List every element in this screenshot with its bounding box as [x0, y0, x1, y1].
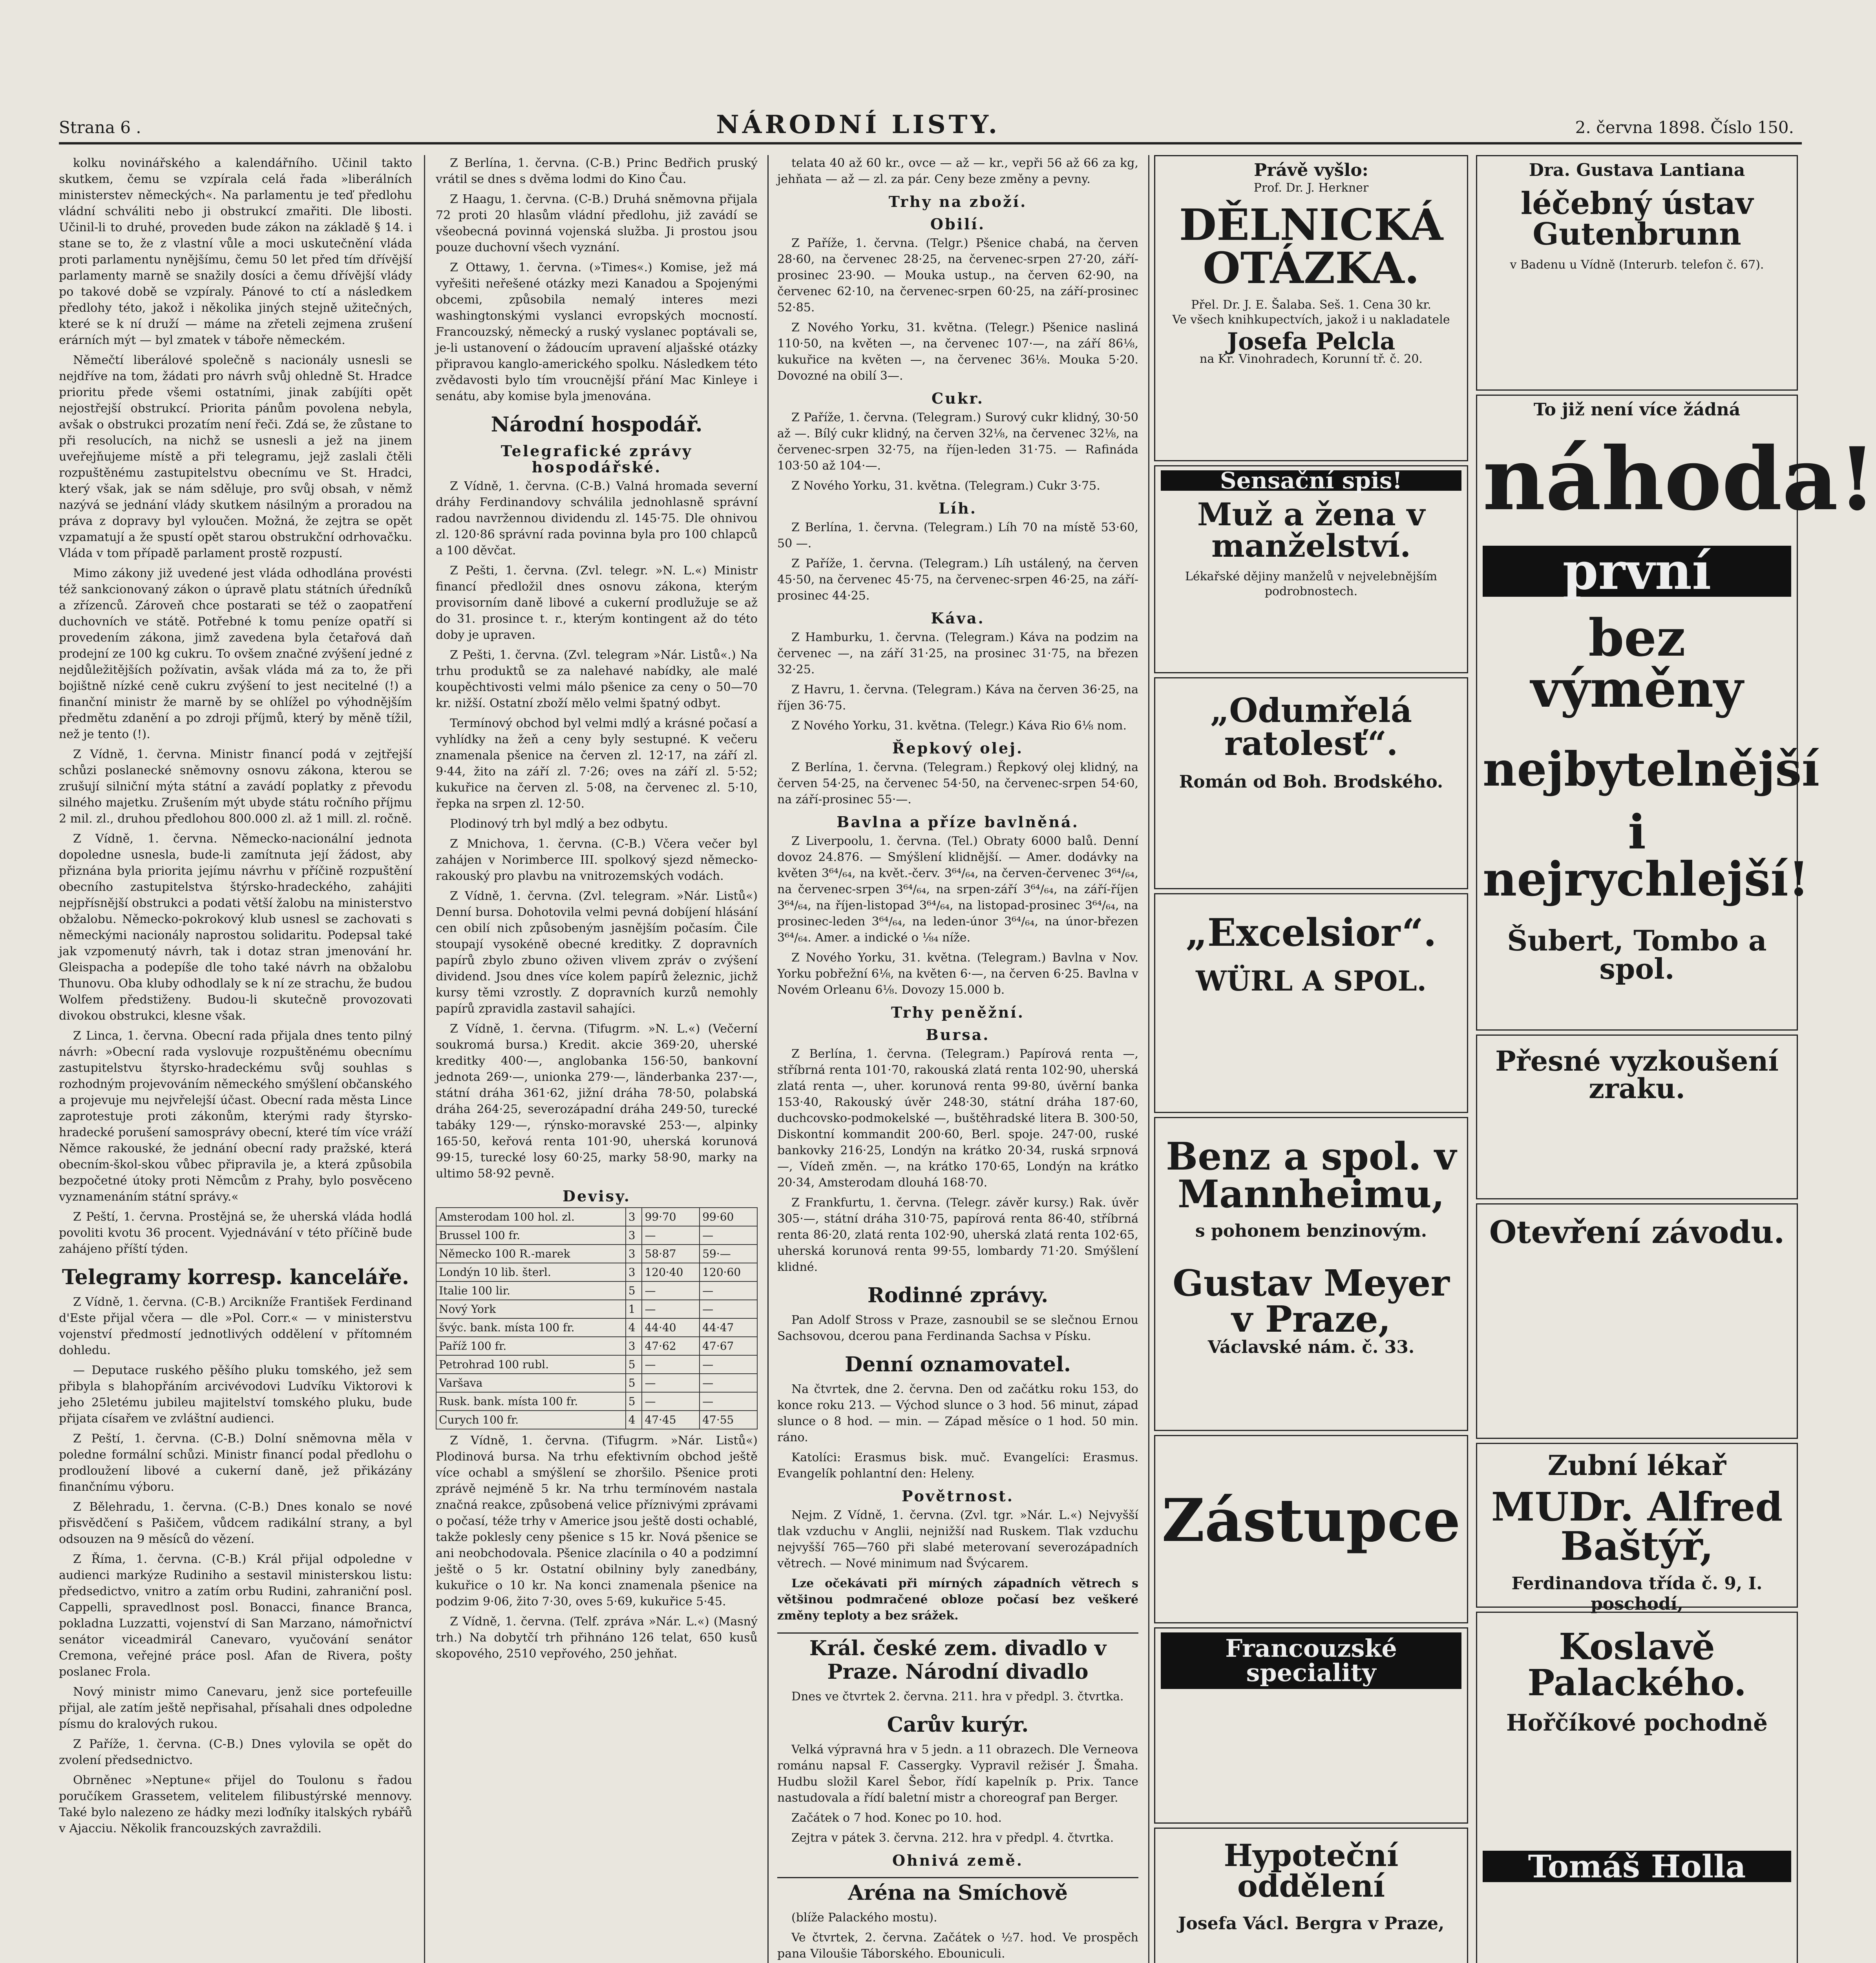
- article-paragraph: Lze očekávati při mírných západních větrech s většinou podmračené obloze počasí bez veškeré změny teploty a bez srážek.: [777, 1577, 1138, 1623]
- devisy-cell: Rusk. bank. místa 100 fr.: [436, 1392, 626, 1411]
- article-paragraph: Katolíci: Erasmus bisk. muč. Evangelíci: Erasmus. Evangelík pohlantní den: Heleny.: [777, 1451, 1138, 1480]
- devisy-cell: Paříž 100 fr.: [436, 1337, 626, 1355]
- devisy-cell: 120·40: [642, 1263, 700, 1281]
- article-paragraph: Nejm. Z Vídně, 1. června. (Zvl. tgr. »Nár. L.«) Nejvyšší tlak vzduchu v Anglii, nejnižší nad Ruskem. Tlak vzduchu nejvyšší 765—760 při slabé meterovaní severozápadních větrech. — Nové minimum nad Švýcarem.: [777, 1508, 1138, 1570]
- ad-headline: Muž a žena v manželství.: [1197, 496, 1425, 564]
- column-divider: [1148, 155, 1149, 1963]
- devisy-row: [436, 1226, 757, 1245]
- devisy-row: [436, 1263, 757, 1281]
- ad-text: Václavské nám. č. 33.: [1207, 1337, 1415, 1357]
- devisy-cell: —: [642, 1300, 700, 1318]
- subheading: Řepkový olej.: [892, 739, 1024, 757]
- article-paragraph: Mimo zákony již uvedené jest vláda odhodlána provésti též sankcionovaný zákon o úpravě platu státních úředníků a zřízenců. Zároveň chce postarati se též o zaopatření duchovních ve státě. Potřebné k tomu peníze opatří si provedením zákona, jimž zavedena byla četařová daň prodejní ze 100 kg cukru. To ovšem značné zvýšení jedné z nejdůležitějších požívatin, avšak vláda má za to, že při bojištně nízké ceně cukru zvýšení to jest necitelné (!) a finanční ministr že marně by se ohlížel po výhodnějším předmětu zdanění a po zdroji příjmů, který by měně tížil, než je tento (!).: [59, 567, 412, 741]
- subheading: Povětrnost.: [902, 1487, 1014, 1505]
- devisy-cell: 47·62: [642, 1337, 700, 1355]
- devisy-cell: 3: [626, 1263, 642, 1281]
- ad-headline: Zubní lékař: [1547, 1449, 1726, 1482]
- ad-headline: Benz a spol. v Mannheimu,: [1166, 1134, 1456, 1216]
- arena-text: Ve čtvrtek, 2. června. Začátek o ½7. hod. Ve prospěch pana Viloušie Táborského. Ebouniculi.: [777, 1931, 1138, 1961]
- ad-text: Přel. Dr. J. E. Šalaba. Seš. 1. Cena 30 kr.: [1191, 298, 1431, 312]
- devisy-row: [436, 1392, 757, 1411]
- column-divider: [767, 155, 769, 1963]
- devisy-cell: Brussel 100 fr.: [436, 1226, 626, 1245]
- play-title: Ohnivá země.: [892, 1852, 1024, 1869]
- ad-headline: první: [1483, 546, 1791, 597]
- devisy-cell: 58·87: [642, 1245, 700, 1263]
- ad-text: v Badenu u Vídně (Interurb. telefon č. 67).: [1510, 258, 1764, 272]
- section-heading: Rodinné zprávy.: [867, 1283, 1049, 1307]
- ad-text: Román od Boh. Brodského.: [1179, 772, 1443, 792]
- devisy-cell: 5: [626, 1374, 642, 1392]
- ad-text: s pohonem benzinovým.: [1195, 1221, 1427, 1241]
- devisy-row: [436, 1337, 757, 1355]
- devisy-cell: —: [642, 1374, 700, 1392]
- article-paragraph: telata 40 až 60 kr., ovce — až — kr., vepři 56 až 66 za kg, jehňata — až — zl. za pár. Ceny beze změny a pevny.: [777, 156, 1138, 186]
- article-paragraph: Z Frankfurtu, 1. června. (Telegr. závěr kursy.) Rak. úvěr 305·—, státní dráha 310·75, papírová renta 86·40, stříbrná renta 86·20, zlatá renta 102·90, uherská zlatá renta 102·65, uherská korunová renta 99·55, lombardy 71·20. Smýšlení klidné.: [777, 1196, 1138, 1274]
- devisy-cell: 5: [626, 1392, 642, 1411]
- devisy-cell: 47·45: [642, 1411, 700, 1429]
- ad-headline: bez výměny: [1531, 608, 1743, 719]
- devisy-cell: 4: [626, 1318, 642, 1337]
- column-1: [59, 155, 412, 1963]
- ad-headline: Francouzské speciality: [1161, 1632, 1461, 1689]
- article-paragraph: Z Peští, 1. června. (C-B.) Dolní sněmovna měla v poledne formální schůzi. Ministr financí podal předlohu o prodloužení libové a cukerní daně, jež přikázány finančnímu výboru.: [59, 1432, 412, 1494]
- article-paragraph: Z Berlína, 1. června. (Telegram.) Líh 70 na místě 53·60, 50 —.: [777, 521, 1138, 550]
- ad-headline: Gustav Meyer v Praze,: [1173, 1262, 1450, 1340]
- article-paragraph: Z Liverpoolu, 1. června. (Tel.) Obraty 6000 balů. Denní dovoz 24.876. — Smýšlení klidnější. — Amer. dodávky na květen 3⁶⁴/₆₄, na květ.-červ. 3⁶⁴/₆₄, na červen-červenec 3⁶⁴/₆₄, na červenec-srpen 3⁶⁴/₆₄, na srpen-září 3⁶⁴/₆₄, na září-říjen 3⁶⁴/₆₄, na říjen-listopad 3⁶⁴/₆₄, na listopad-prosinec 3⁶⁴/₆₄, na prosinec-leden 3⁶⁴/₆₄, na leden-únor 3⁶⁴/₆₄, na únor-březen 3⁶⁴/₆₄. Amer. a indické o ⅛₄ níže.: [777, 834, 1138, 945]
- article-paragraph: Z Vídně, 1. června. Německo-nacionální jednota dopoledne usnesla, bude-li zamítnuta její žádost, aby přiznána byla priorita jejímu návrhu v příčině rozpuštění obecního zastupitelstva štýrsko-hradeckého, zahájiti nejpřísnější obstrukci a podati větší žalobu na ministerstvo obžalobu. Německo-pokrokový klub usnesl se zachovati s německými nacionály naprostou solidaritu. Podepsal také jak vzpomenutý návrh, tak i dotaz stran jmenování hr. Gleispacha a podepíše dle toho také návrh na obžalobu Thunovu. Oba kluby odhodlaly se k ní ze strachu, že budou Wolfem předstiženy. Budou-li skutečně provozovati divokou obstrukci, klesne však.: [59, 832, 412, 1023]
- ad-headline: Přesné vyzkoušení zraku.: [1495, 1045, 1779, 1105]
- ad-text: Prof. Dr. J. Herkner: [1253, 181, 1369, 195]
- ad-text: To již není více žádná: [1533, 400, 1741, 420]
- devisy-cell: 5: [626, 1355, 642, 1374]
- article-paragraph: Němečtí liberálové společně s nacionály usnesli se nejdříve na tom, žádati pro návrh svůj ohledně St. Hradce prioritu přede všemi ostatními, jinak zabíjíti opět nejostřejší obstrukcí. Priorita pánům povolena nebyla, avšak o obstrukci prozatím není řeči. Zdá se, že zůstane to při resolucích, na nichž se usnesli a jež na jinem uveřejňujeme místě a při telegramu, jejž zaslali čtěli rozpuštěnému zastupitelstvu obecnímu ve St. Hradci, který však, jak se nám sděluje, pro svůj obsah, v němž nazývá se jednání vlády skutkem násilným a proradou na práva z dopravy byl vyloučen. Možná, že zejtra se opět vzpamatují a že spustí opět starou obstrukční odrhovačku. Vláda v tom případě parlament prostě rozpustí.: [59, 353, 412, 560]
- devisy-cell: —: [700, 1281, 757, 1300]
- ad-headline: i nejrychlejší!: [1483, 804, 1809, 907]
- ad-text: Josefa Pelcla: [1227, 328, 1396, 355]
- subheading: Bavlna a příze bavlněná.: [837, 813, 1079, 831]
- devisy-row: [436, 1411, 757, 1429]
- ad-headline: DĚLNICKÁ OTÁZKA.: [1179, 199, 1443, 293]
- article-paragraph: Z Vídně, 1. června. (Tifugrm. »Nár. Listů«) Plodinová bursa. Na trhu efektivním obchod ještě více ochabl a smýšlení se zhoršilo. Pšenice proti zprávě nejméně 5 kr. Na trhu termínovém nastala značná reakce, způsobená velice příznivými zprávami o počasí, téže trhy v Americe jsou ještě dosti ochablé, takže poklesly ceny pšenice s 15 kr. Nová pšenice se ani neobchodovala. Pšenice zlacínila o 40 a podzimní ještě o 5 kr. Ostatní obilniny byly zanedbány, kukuřice o 10 kr. Na konci znamenala pšenice na podzim 9·06, žito 7·30, oves 5·69, kukuřice 5·45.: [436, 1434, 758, 1608]
- zastupce-ad: [1154, 1435, 1468, 1623]
- article-paragraph: Z Ottawy, 1. června. (»Times«.) Komise, jež má vyřešiti neřešené otázky mezi Kanadou a Spojenými obcemi, způsobila nemalý interes mezi washingtonskými vyslanci evropských mocností. Francouzský, německý a ruský vyslanec poptávali se, je-li ustanovení o žádoucím upravení aljašské otázky připravou kanglo-amerického spolku. Následkem této zvědavosti bylo tím vroucnější přání Mac Kinleye i senátu, aby komise byla jmenována.: [436, 261, 758, 403]
- devisy-cell: 5: [626, 1281, 642, 1300]
- devisy-row: [436, 1208, 757, 1226]
- subheading: Obilí.: [930, 215, 986, 233]
- article-paragraph: Z Paříže, 1. června. (C-B.) Dnes vylovila se opět do zvolení předsednictvo.: [59, 1737, 412, 1767]
- subheading: Káva.: [931, 609, 985, 627]
- theatre-heading: Král. české zem. divadlo v Praze. Národní divadlo: [777, 1632, 1138, 1684]
- section-heading: Národní hospodář.: [491, 413, 703, 437]
- article-paragraph: Z Haagu, 1. června. (C-B.) Druhá sněmovna přijala 72 proti 20 hlasům vládní předlohu, již zavádí se všeobecná povinná vojenská služba. Ji prostou jsou pouze duchovní všech vyznání.: [436, 192, 758, 254]
- devisy-cell: Amsterodam 100 hol. zl.: [436, 1208, 626, 1226]
- ad-headline: MUDr. Alfred Baštýř,: [1491, 1484, 1783, 1569]
- devisy-row: [436, 1355, 757, 1374]
- ad-text: Ve všech knihkupectvích, jakož i u nakladatele: [1172, 313, 1450, 327]
- article-paragraph: Z Nového Yorku, 31. května. (Telegram.) Cukr 3·75.: [791, 479, 1100, 493]
- article-paragraph: Z Berlína, 1. června. (Telegram.) Řepkový olej klidný, na červen 54·25, na červenec 54·50, na červenec-srpen 54·60, na září-prosinec 55·—.: [777, 760, 1138, 806]
- ad-headline: Sensační spis!: [1161, 470, 1461, 491]
- article-paragraph: Z Mnichova, 1. června. (C-B.) Včera večer byl zahájen v Norimberce III. spolkový sjezd německo-rakouský pro plavbu na vnitrozemských vodách.: [436, 837, 758, 883]
- article-paragraph: Z Paříže, 1. června. (Telegram.) Líh ustálený, na červen 45·50, na červenec 45·75, na červenec-srpen 46·25, na září-prosinec 44·25.: [777, 557, 1138, 603]
- devisy-cell: 3: [626, 1208, 642, 1226]
- article-paragraph: Nový ministr mimo Canevaru, jenž sice portefeuille přijal, ale zatím ještě nepřisahal, přísahali dnes odpoledne písmu do kralových rukou.: [59, 1685, 412, 1731]
- article-paragraph: Z Paříže, 1. června. (Telgr.) Pšenice chabá, na červen 28·60, na červenec 28·25, na červenec-srpen 27·20, září-prosinec 23·90. — Mouka ustup., na červen 62·90, na červenec 62·10, na červenec-srpen 60·25, na září-prosinec 52·85.: [777, 236, 1138, 314]
- ad-headline: Tomáš Holla: [1483, 1851, 1791, 1882]
- devisy-row: [436, 1300, 757, 1318]
- subheading: Líh.: [938, 499, 977, 517]
- nahoda-ad: [1476, 395, 1876, 1031]
- advertisements: [1154, 155, 1876, 1963]
- ad-headline: léčebný ústav Gutenbrunn: [1520, 186, 1754, 252]
- devisy-cell: —: [700, 1374, 757, 1392]
- ad-text: Hořčíkové pochodně: [1506, 1709, 1768, 1736]
- article-paragraph: Z Peští, 1. června. Prostějná se, že uherská vláda hodlá povoliti kvotu 36 procent. Vyjednávání v této příčině bude zahájeno příští týden.: [59, 1210, 412, 1256]
- palacky-ad: [1476, 1612, 1798, 1963]
- devisy-cell: Londýn 10 lib. šterl.: [436, 1263, 626, 1281]
- ad-text: Dra. Gustava Lantiana: [1529, 160, 1745, 180]
- devisy-cell: Německo 100 R.-marek: [436, 1245, 626, 1263]
- article-paragraph: Z Pešti, 1. června. (Zvl. telegram »Nár. Listů«.) Na trhu produktů se za nalehavé nabídky, ale malé koupěchtivosti velmi málo pšenice za ceny o 50—70 kr. nižší. Ostatní zboží mělo velmi špatný odbyt.: [436, 648, 758, 710]
- devisy-cell: —: [700, 1226, 757, 1245]
- devisy-cell: Nový York: [436, 1300, 626, 1318]
- section-subheading: Telegrafické zprávy hospodářské.: [501, 442, 693, 476]
- article-paragraph: Z Vídně, 1. června. (Tifugrm. »N. L.«) (Večerní soukromá bursa.) Kredit. akcie 369·20, uherské kreditky 400·—, anglobanka 156·50, bankovní jednota 269·—, unionka 279·—, länderbanka 237·—, státní dráha 361·62, jižní dráha 78·50, polabská dráha 264·25, severozápadní dráha 249·50, turecké tabáky 129·—, rýnsko-moravské 253·—, alpinky 165·50, keřová renta 101·90, uherská korunová 99·15, turecké losy 60·25, marky 58·90, marky na ultimo 58·92 pevně.: [436, 1022, 758, 1181]
- article-paragraph: Z Nového Yorku, 31. května. (Telegram.) Bavlna v Nov. Yorku pobřežní 6⅛, na květen 6·—, na červen 6·25. Bavlna v Novém Orleanu 6⅛. Dovozy 15.000 b.: [777, 951, 1138, 997]
- devisy-cell: —: [700, 1300, 757, 1318]
- section-heading: Trhy na zboží.: [888, 193, 1027, 210]
- article-paragraph: Z Vídně, 1. června. (C-B.) Valná hromada severní dráhy Ferdinandovy schválila jednohlasně správní radou navržennou dividendu zl. 145·75. Dle ohnivou zl. 120·86 správní rada povinna byla pro 100 chlapců a 100 děvčat.: [436, 479, 758, 557]
- devisy-cell: 99·70: [642, 1208, 700, 1226]
- article-paragraph: Z Vídně, 1. června. (Telf. zpráva »Nár. L.«) (Masný trh.) Na dobytčí trh přihnáno 126 telat, 650 kusů skopového, 2510 vepřového, 250 jehňat.: [436, 1615, 758, 1661]
- theatre-line: Zejtra v pátek 3. června. 212. hra v předpl. 4. čtvrtka.: [791, 1831, 1114, 1845]
- ad-text: Právě vyšlo:: [1254, 160, 1368, 180]
- ad-headline: WÜRL A SPOL.: [1196, 965, 1427, 997]
- theatre-times: Začátek o 7 hod. Konec po 10. hod.: [791, 1811, 1002, 1825]
- zubni-ad: [1476, 1443, 1798, 1614]
- subheading: Bursa.: [926, 1026, 990, 1044]
- page-number: Strana 6 .: [59, 118, 141, 137]
- devisy-cell: 47·55: [700, 1411, 757, 1429]
- ad-text: Lékařské dějiny manželů v nejvelebnějším podrobnostech.: [1185, 570, 1438, 598]
- article-paragraph: Z Paříže, 1. června. (Telegram.) Surový cukr klidný, 30·50 až —. Bílý cukr klidný, na červen 32⅛, na červenec 32⅛, na červenec-srpen 32·75, na říjen-leden 31·75. — Rafináda 103·50 až 104·—.: [777, 411, 1138, 473]
- herkner-ad: [1154, 155, 1468, 461]
- devisy-cell: —: [700, 1392, 757, 1411]
- article-paragraph: Termínový obchod byl velmi mdlý a krásné počasí a vyhlídky na žeň a ceny byly sestupné. K večeru znamenala pšenice na červen zl. 12·17, na září zl. 9·44, žito na září zl. 7·26; oves na září zl. 5·52; kukuřice na červen zl. 5·08, na červenec zl. 5·10, řepka na srpen zl. 12·50.: [436, 716, 758, 811]
- devisy-cell: 4: [626, 1411, 642, 1429]
- devisy-table: [436, 1207, 758, 1429]
- article-paragraph: Z Hamburku, 1. června. (Telegram.) Káva na podzim na červenec —, na září 31·25, na prosinec 31·75, na březen 32·25.: [777, 631, 1138, 676]
- article-paragraph: Plodinový trh byl mdlý a bez odbytu.: [450, 817, 668, 831]
- ad-headline: Hypoteční oddělení: [1224, 1838, 1399, 1904]
- devisy-cell: 47·67: [700, 1337, 757, 1355]
- devisy-cell: 1: [626, 1300, 642, 1318]
- devisy-cell: Curych 100 fr.: [436, 1411, 626, 1429]
- theatre-line: Dnes ve čtvrtek 2. června. 211. hra v předpl. 3. čtvrtka.: [791, 1690, 1124, 1703]
- devisy-cell: —: [642, 1355, 700, 1374]
- section-heading: Denní oznamovatel.: [845, 1353, 1071, 1376]
- theatre-description: Velká výpravná hra v 5 jedn. a 11 obrazech. Dle Verneova románu napsal F. Cassergky. Vypravil režisér J. Šmaha. Hudbu složil Karel Šebor, řídí kapelník p. Prix. Tance nastudovala a řídí baletní mistr a choreograf pan Berger.: [777, 1743, 1138, 1805]
- devisy-cell: 120·60: [700, 1263, 757, 1281]
- article-paragraph: Z Linca, 1. června. Obecní rada přijala dnes tento pilný návrh: »Obecní rada vyslovuje rozpuštěnému obecnímu zastupitelstvu štyrsko-hradeckému svůj souhlas s rozhodným projevováním německého smýšlení občanského a projevuje mu nejvřelejší účast. Obecní rada města Lince zaprotestuje proti zákonům, kterými rady štyrsko-hradecké porušení samosprávy obecní, které tím více vráží Němce rakouské, že jednání obecní rady pražské, která obecním-škol-skou vůbec připravila je, a která způsobila bezpočetné útoky proti Němcům z Prahy, bylo posvěceno vyznamenáním státní správy.«: [59, 1029, 412, 1204]
- devisy-cell: —: [642, 1281, 700, 1300]
- ad-text: na Kr. Vinohradech, Korunní tř. č. 20.: [1200, 352, 1423, 366]
- ad-text: Ferdinandova třída č. 9, I. poschodí,: [1511, 1574, 1763, 1614]
- devisy-cell: 3: [626, 1226, 642, 1245]
- ad-headline: náhoda!: [1483, 428, 1876, 530]
- devisy-cell: 3: [626, 1245, 642, 1263]
- zrak-ad: [1476, 1035, 1798, 1199]
- devisy-cell: 59·—: [700, 1245, 757, 1263]
- article-paragraph: Z Berlína, 1. června. (C-B.) Princ Bedřich pruský vrátil se dnes s dvěma lodmi do Kino Čau.: [436, 156, 758, 186]
- column-3: [777, 155, 1138, 1963]
- devisy-cell: 44·47: [700, 1318, 757, 1337]
- devisy-cell: švýc. bank. místa 100 fr.: [436, 1318, 626, 1337]
- devisy-cell: 3: [626, 1337, 642, 1355]
- article-paragraph: Z Pešti, 1. června. (Zvl. telegr. »N. L.«) Ministr financí předložil dnes osnovu zákona, kterým provisorním daně libové a cukerní prodlužuje se až do 31. prosince t. r., kterým kontingent až do této doby je upraven.: [436, 564, 758, 642]
- devisy-cell: Petrohrad 100 rubl.: [436, 1355, 626, 1374]
- gutenbrunn-ad: [1476, 155, 1798, 391]
- article-paragraph: Z Nového Yorku, 31. května. (Telegr.) Pšenice nasliná 110·50, na květen —, na červenec 107·—, na září 86⅛, kukuřice na květen —, na červenec 36⅛. Mouka 5·20. Dovozné na obilí 3—.: [777, 321, 1138, 383]
- devisy-cell: Varšava: [436, 1374, 626, 1392]
- section-heading: Trhy peněžní.: [891, 1003, 1025, 1021]
- article-paragraph: Pan Adolf Stross v Praze, zasnoubil se se slečnou Ernou Sachsovou, dcerou pana Ferdinanda Sachsa v Písku.: [777, 1313, 1138, 1343]
- article-paragraph: kolku novinářského a kalendářního. Učinil takto skutkem, čemu se vzpírala celá řada »liberálních ministerstev německých«. Na parlamentu je teď předlohu vládní schváliti nebo ji obstrukcí zmařiti. Dle libosti. Učinil-li to druhé, proveden bude zákon na základě § 14. i stane se to, že z vlastní vůle a moci uskutečnění vláda proti parlamentu nynějšímu, čemu 50 let před tím dřívější parlamenty marně se snažily dosíci a čemu dřívější vlády po takové době se vzpíraly. Pánové to ctí a následkem předlohy této, jakož i několika jiných stejně užitečných, které se k ní druží — máme na zřeteli zejmena zrušení erárních mýt — byl zmatek v táboře německém.: [59, 156, 412, 347]
- otevreni-ad: [1476, 1203, 1798, 1439]
- hypotecni-ad: [1154, 1828, 1468, 1963]
- ad-headline: Šubert, Tombo a spol.: [1507, 924, 1767, 985]
- benz-ad: [1154, 1117, 1468, 1431]
- devisy-cell: 44·40: [642, 1318, 700, 1337]
- devisy-row: [436, 1245, 757, 1263]
- article-paragraph: Na čtvrtek, dne 2. června. Den od začátku roku 153, do konce roku 213. — Východ slunce o 3 hod. 56 minut, západ slunce o 8 hod. — min. — Západ měsíce o 1 hod. 50 min. ráno.: [777, 1382, 1138, 1444]
- devisy-cell: Italie 100 lir.: [436, 1281, 626, 1300]
- ad-headline: Koslavě Palackého.: [1527, 1625, 1746, 1704]
- arena-subheading: (blíže Palackého mostu).: [791, 1911, 937, 1925]
- article-paragraph: Z Bělehradu, 1. června. (C-B.) Dnes konalo se nové přisvědčení s Pašičem, vůdcem radikální strany, a byl odsouzen na 9 měsíců do vězení.: [59, 1500, 412, 1546]
- article-paragraph: — Deputace ruského pěšího pluku tomského, jež sem přibyla s blahopřáním arcivévodovi Ludvíku Viktorovi k jeho 25letému jubileu majitelství tomského pluku, bude přijata císařem ve zvláštní audienci.: [59, 1363, 412, 1426]
- column-2: [436, 155, 758, 1963]
- ad-headline: „Excelsior“.: [1186, 910, 1437, 955]
- article-paragraph: Z Berlína, 1. června. (Telegram.) Papírová renta —, stříbrná renta 101·70, rakouská zlatá renta 102·90, uherská zlatá renta —, uher. korunová renta 99·80, úvěrní banka 153·40, Rakouský úvěr 248·30, státní dráha 187·60, duchcovsko-podmokelské —, buštěhradské litera B. 300·50, Diskontní kommandit 200·60, Berl. spoje. 247·00, ruské bankovky 216·25, Londýn na krátko 20·34, ruská srpnová —, Vídeň změn. —, na krátko 170·65, Londýn na krátko 20·34, Amsterodam dlouhá 168·70.: [777, 1047, 1138, 1190]
- ad-headline: „Odumřelá ratolesť“.: [1210, 691, 1412, 763]
- devisy-row: [436, 1374, 757, 1392]
- devisy-cell: —: [642, 1226, 700, 1245]
- article-paragraph: Z Vídně, 1. června. (C-B.) Arcikníže František Ferdinand d'Este přijal včera — dle »Pol. Corr.« — v ministerstvu vojenství předmostí jednotlivých oddělení v přítomném dohledu.: [59, 1295, 412, 1357]
- article-paragraph: Z Vídně, 1. června. Ministr financí podá v zejtřejší schůzi poslanecké sněmovny osnovu zákona, kterou se zrušují silniční mýta státní a zavádí poplatky z převodu silného majetku. Zrušením mýt ubyde státu ročního příjmu 2 mil. zl., druhou předlohou 800.000 zl. až 1 mill. zl. ročně.: [59, 748, 412, 826]
- sensacni-ad: [1154, 465, 1468, 673]
- article-paragraph: Z Vídně, 1. června. (Zvl. telegram. »Nár. Listů«) Denní bursa. Dohotovila velmi pevná dobíjení hlásání cen obilí nich způsobeným jasnějším počasím. Čile stoupají vysokéně obecné kreditky. Z dopravních papírů zbylo zbuno oživen vlivem zpráv o zvýšení dividend. Jsou dnes více kolem papírů železnic, jichž kursy těmi vzrostly. Z dopravních kurzů nemohly papírů zpravidla zastavil sahajíci.: [436, 889, 758, 1016]
- excelsior-ad: [1154, 893, 1468, 1113]
- odumrela-ad: [1154, 677, 1468, 889]
- devisy-cell: —: [700, 1355, 757, 1374]
- article-paragraph: Z Havru, 1. června. (Telegram.) Káva na červen 36·25, na říjen 36·75.: [777, 683, 1138, 713]
- ad-text: Josefa Václ. Bergra v Praze,: [1178, 1914, 1445, 1934]
- devisy-cell: 99·60: [700, 1208, 757, 1226]
- devisy-heading: Devisy.: [563, 1187, 631, 1205]
- ad-headline: nejbytelnější: [1483, 742, 1820, 797]
- francouzske-ad: [1154, 1627, 1468, 1824]
- newspaper-title: NÁRODNÍ LISTY.: [716, 110, 1001, 139]
- article-paragraph: Z Nového Yorku, 31. května. (Telegr.) Káva Rio 6⅛ nom.: [791, 719, 1127, 733]
- issue-date: 2. června 1898. Číslo 150.: [1575, 118, 1794, 137]
- masthead-rule: [59, 142, 1802, 144]
- subheading: Cukr.: [932, 389, 984, 407]
- devisy-row: [436, 1281, 757, 1300]
- devisy-row: [436, 1318, 757, 1337]
- arena-heading: Aréna na Smíchově: [777, 1877, 1138, 1905]
- devisy-cell: —: [642, 1392, 700, 1411]
- masthead: [59, 110, 1794, 137]
- column-divider: [424, 155, 425, 1963]
- article-paragraph: Z Říma, 1. června. (C-B.) Král přijal odpoledne v audienci markýze Rudiniho a sestavil ministerskou listu: předsedictvo, vnitro a zatím orbu Rudini, zahraniční posl. Cappelli, spravedlnost posl. Bonacci, finance Branca, pokladna Luzzatti, vojenství di San Marzano, námořnictví senátor viceadmirál Canevaro, vyučování senátor Cremona, veřejné práce posl. Afan de Rivera, pošty poslanec Frola.: [59, 1552, 412, 1679]
- ad-headline: Zástupce: [1162, 1486, 1461, 1555]
- article-paragraph: Obrněnec »Neptune« přijel do Toulonu s řadou poručíkem Grassetem, velitelem filibustýrské mennovy. Také bylo nalezeno ze hádky mezi loďníky italských rybářů v Ajacciu. Několik francouzských zavraždili.: [59, 1773, 412, 1835]
- section-heading: Telegramy korresp. kanceláře.: [62, 1265, 409, 1289]
- ad-headline: Otevření závodu.: [1489, 1214, 1785, 1250]
- play-title: Carův kurýr.: [887, 1713, 1029, 1737]
